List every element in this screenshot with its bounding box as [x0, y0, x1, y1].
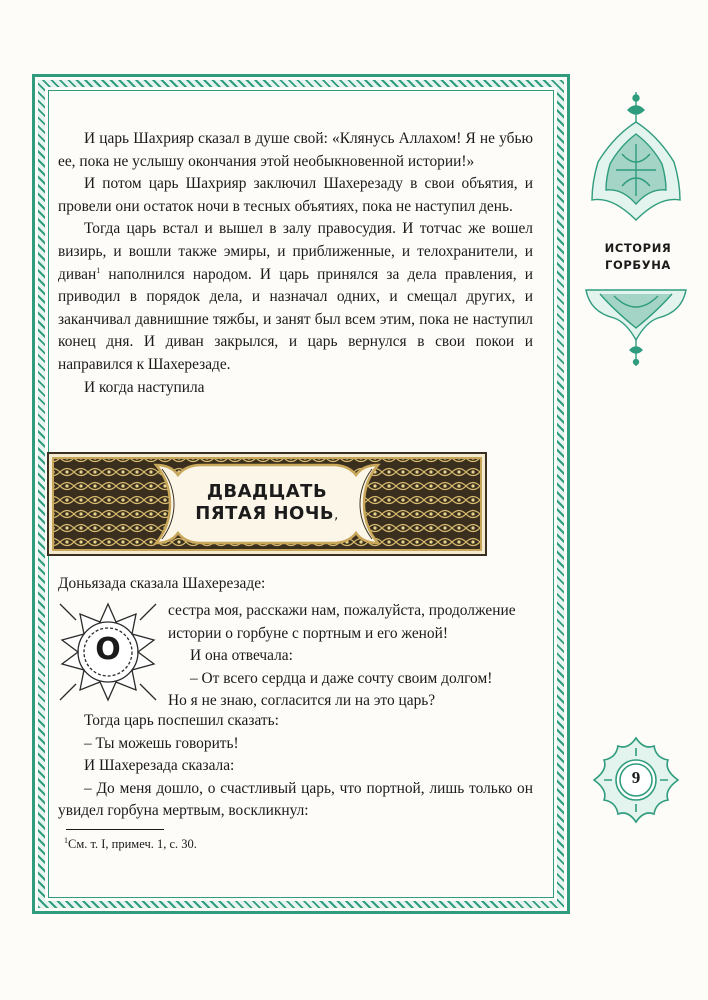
- paragraph: И царь Шахрияр сказал в душе свой: «Клянусь Аллахом! Я не убью ее, пока не услышу окончания этой необыкновенной истории!»: [58, 130, 533, 170]
- footnote: [64, 836, 197, 852]
- paragraph: – До меня дошло, о счастливый царь, что портной, лишь только он увидел горбуна мертвым, воскликнул:: [58, 779, 533, 820]
- text-line: – От всего сердца и даже сочту своим долгом!: [190, 669, 493, 687]
- sidebar-top-ornament: [588, 92, 684, 224]
- main-text-middle: [58, 573, 533, 596]
- paragraph: [58, 218, 533, 376]
- sidebar-bottom-ornament: [584, 288, 688, 368]
- paragraph: И когда наступила: [84, 378, 205, 396]
- night-title-punct: ,: [334, 508, 339, 523]
- night-title-line1: ДВАДЦАТЬ: [206, 481, 328, 502]
- footnote-marker: 1: [64, 835, 68, 845]
- paragraph: И Шахерезада сказала:: [84, 757, 235, 775]
- night-title-line2-text: ПЯТАЯ НОЧЬ: [195, 503, 335, 524]
- page-number-rosette: [592, 736, 680, 824]
- main-text-top: [58, 128, 533, 399]
- paragraph-part: Тогда царь встал и вышел в залу правосудия. И тотчас же вошел визирь, и вошли также эмиры, и приближенные, и телохранители, и диван: [58, 220, 533, 283]
- text-line: сестра моя, расскажи нам, пожалуйста, продолжение: [168, 602, 516, 619]
- paragraph: Доньязада сказала Шахерезаде:: [58, 575, 266, 592]
- paragraph: Тогда царь поспешил сказать:: [84, 712, 279, 729]
- dropcap-letter: О: [95, 632, 121, 667]
- text-line: И она отвечала:: [190, 647, 293, 665]
- dropcap-text: [168, 600, 526, 713]
- text-line: Но я не знаю, согласится ли на это царь?: [168, 692, 436, 710]
- paragraph: И потом царь Шахрияр заключил Шахерезаду в свои объятия, и провели они остаток ночи в тесных объятиях, пока не наступил день.: [58, 175, 533, 215]
- paragraph: – Ты можешь говорить!: [84, 734, 239, 752]
- footnote-text: См. т. I, примеч. 1, с. 30.: [68, 837, 197, 851]
- paragraph-part: наполнился народом. И царь принялся за дела правления, и приводил в порядок дела, и назначал одних, и смещал других, и заканчивал давнишние тяжбы, и занят был всем этим, пока не наступил конец дня. И диван закрылся, и царь вернулся в свои покои и направился к Шахерезаде.: [58, 265, 533, 373]
- night-title-line2: [46, 503, 488, 527]
- sidebar-title-line2: ГОРБУНА: [605, 258, 671, 272]
- main-text-bottom: [58, 710, 533, 823]
- dropcap-ornament: [56, 600, 160, 704]
- sidebar-title-line1: ИСТОРИЯ: [604, 241, 672, 255]
- text-line: истории о горбуне с портным и его женой!: [168, 624, 448, 642]
- sidebar-section-title: [596, 240, 680, 274]
- footnote-rule: [66, 829, 164, 830]
- page-number: 9: [631, 768, 641, 787]
- night-banner: [46, 451, 488, 557]
- footnote-marker: 1: [96, 265, 101, 275]
- night-title: [46, 481, 488, 527]
